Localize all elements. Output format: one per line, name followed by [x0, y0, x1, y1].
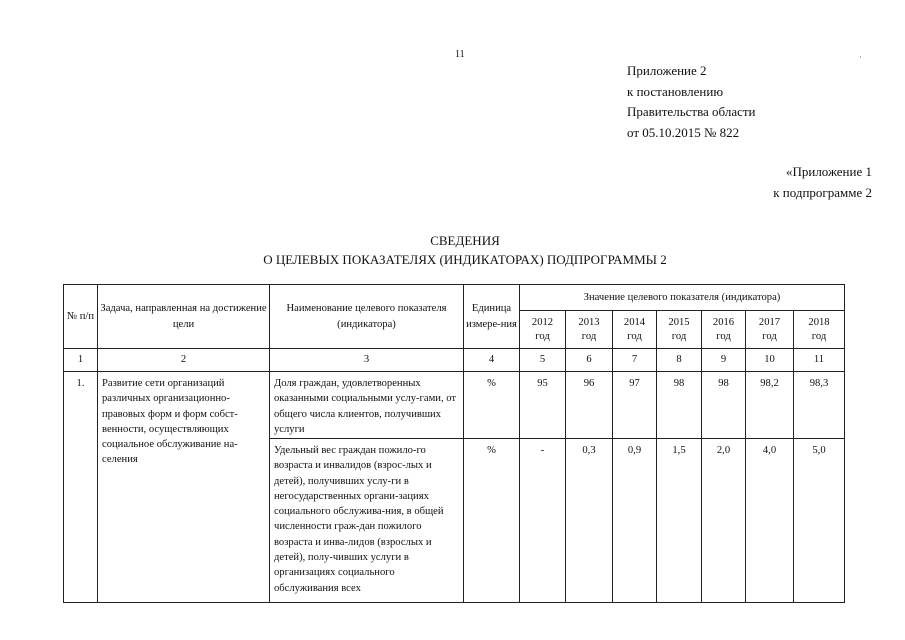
value-cell: 4,0 — [746, 439, 794, 603]
header-value-group: Значение целевого показателя (индикатора) — [520, 285, 845, 311]
year-label: 2016 — [712, 316, 735, 328]
year-label: 2012 — [531, 316, 554, 328]
year-suffix: год — [671, 330, 687, 342]
header-task: Задача, направленная на достижение цели — [98, 285, 270, 349]
column-number: 8 — [657, 349, 702, 372]
appendix2-line: «Приложение 1 — [785, 164, 872, 179]
row-number: 1. — [64, 372, 98, 603]
indicator-cell: Удельный вес граждан пожило-го возраста и инвалидов (взрос-лых и детей), получивших услу-ги в негосударственных органи-зациях социального обслужива-ния, в общей численности граж-дан пожилого возраста и инва-лидов (взрослых и детей), полу-чивших услуги в организациях социального обслуживания всех — [270, 439, 464, 603]
value-cell: 2,0 — [702, 439, 746, 603]
value-cell: 5,0 — [794, 439, 845, 603]
year-suffix: год — [627, 330, 642, 342]
header-year — [794, 311, 845, 349]
indicator-cell: Доля граждан, удовлетворенных оказанными социальными услу-гами, от общего числа клиентов, получивших услуги — [270, 372, 464, 439]
column-number-row — [64, 349, 845, 372]
unit-cell: % — [464, 439, 520, 603]
task-cell: Развитие сети организаций различных организационно-правовых форм и форм собст-венности, осуществляющих социальное обслуживание на-селения — [98, 372, 270, 603]
page-number: 11 — [455, 49, 465, 60]
year-suffix: год — [762, 330, 777, 342]
appendix-line: Правительства области — [627, 104, 756, 119]
value-cell: 96 — [566, 372, 613, 439]
header-indicator: Наименование целевого показателя (индикатора) — [270, 285, 464, 349]
column-number: 6 — [566, 349, 613, 372]
title-line: СВЕДЕНИЯ — [430, 233, 500, 248]
column-number: 9 — [702, 349, 746, 372]
value-cell: 98,3 — [794, 372, 845, 439]
column-number: 1 — [64, 349, 98, 372]
column-number: 3 — [270, 349, 464, 372]
value-cell: 1,5 — [657, 439, 702, 603]
header-num: № п/п — [64, 285, 98, 349]
year-suffix: год — [716, 330, 731, 342]
column-number: 5 — [520, 349, 566, 372]
value-cell: 98 — [657, 372, 702, 439]
header-year — [520, 311, 566, 349]
year-suffix: год — [581, 330, 597, 342]
column-number: 10 — [746, 349, 794, 372]
header-year — [657, 311, 702, 349]
value-cell: 98 — [702, 372, 746, 439]
column-number: 7 — [613, 349, 657, 372]
year-label: 2018 — [808, 316, 830, 328]
header-year — [746, 311, 794, 349]
header-year — [566, 311, 613, 349]
header-unit: Единица измере-ния — [464, 285, 520, 349]
column-number: 2 — [98, 349, 270, 372]
header-year — [702, 311, 746, 349]
title-line: О ЦЕЛЕВЫХ ПОКАЗАТЕЛЯХ (ИНДИКАТОРАХ) ПОДПРОГРАММЫ 2 — [263, 252, 667, 267]
value-cell: 95 — [520, 372, 566, 439]
year-label: 2015 — [668, 316, 690, 328]
subprogram-appendix-block — [773, 162, 872, 203]
table-row — [64, 372, 845, 439]
year-label: 2017 — [758, 316, 781, 328]
year-label: 2013 — [578, 316, 600, 328]
column-number: 4 — [464, 349, 520, 372]
year-suffix: год — [811, 330, 827, 342]
value-cell: 0,3 — [566, 439, 613, 603]
column-number: 11 — [794, 349, 845, 372]
appendix-line: к постановлению — [627, 83, 724, 99]
header-year — [613, 311, 657, 349]
appendix-block — [627, 61, 756, 143]
appendix2-line: к подпрограмме 2 — [773, 184, 872, 200]
appendix-line: от 05.10.2015 № 822 — [627, 124, 740, 140]
value-cell: - — [520, 439, 566, 603]
year-label: 2014 — [623, 316, 646, 328]
appendix-line: Приложение 2 — [627, 63, 707, 78]
value-cell: 97 — [613, 372, 657, 439]
value-cell: 98,2 — [746, 372, 794, 439]
unit-cell: % — [464, 372, 520, 439]
year-suffix: год — [535, 330, 550, 342]
value-cell: 0,9 — [613, 439, 657, 603]
document-title — [0, 231, 905, 269]
corner-mark: · — [859, 52, 862, 62]
indicators-table — [63, 284, 845, 603]
